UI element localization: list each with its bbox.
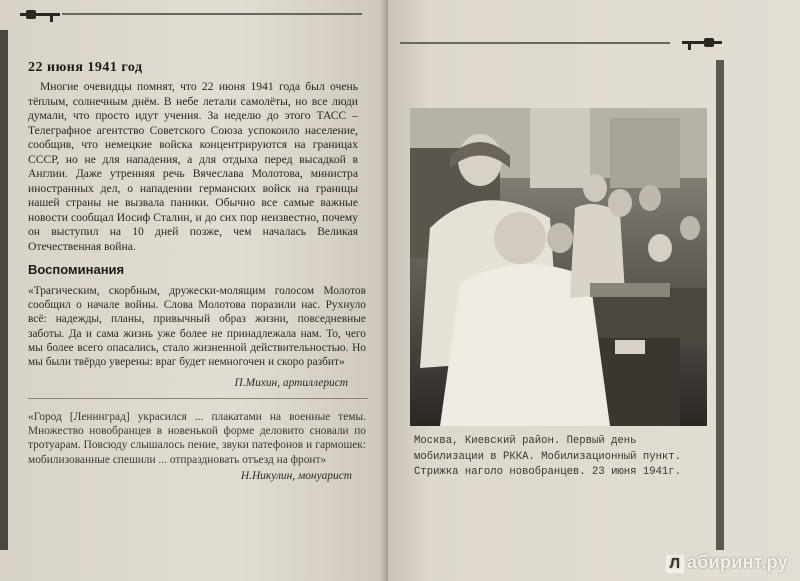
photo-barber-scene xyxy=(410,108,707,426)
quote-mikhin: «Трагическим, скорбным, дружески-молящим голосом Молотов сообщил о начале войны. Слова Молотова поразили нас. Рухнуло всё: надежды, планы, привычный образ жизни, повседневные заботы. Да и сама жизнь уже более не принадлежала нам. То, чего мы более всего опасались, стало жизненной действительностью. Но мы были твёрдо уверены: враг будет немногочен и скоро разбит» xyxy=(28,285,366,369)
left-page xyxy=(0,0,388,581)
rifle-icon xyxy=(20,8,64,22)
section-heading: 22 июня 1941 год xyxy=(28,60,143,75)
watermark-text: абиринт.ру xyxy=(686,552,788,572)
quote-nikulin: «Город [Ленинград] украсился ... плакатами на военные темы. Множество новобранцев в новенькой форме деловито сновали по тротуарам. Повсюду слышалось пение, звуки патефонов и гармошек: мобилизованные спешили ... отпраздновать отъезд на фронт» xyxy=(28,411,366,466)
site-watermark xyxy=(666,552,788,573)
rifle-icon xyxy=(678,36,722,50)
memories-heading: Воспоминания xyxy=(28,262,125,277)
archival-photo xyxy=(410,108,707,426)
quote-nikulin-author: Н.Никулин, монуарист xyxy=(240,470,352,482)
right-header-rule xyxy=(400,42,670,44)
labirint-logo-icon: Л xyxy=(666,555,684,573)
photo-caption: Москва, Киевский район. Первый день мобилизации в РККА. Мобилизационный пункт. Стрижка наголо новобранцев. 23 июня 1941г. xyxy=(414,435,682,478)
left-margin-rule xyxy=(0,30,8,550)
quote-mikhin-author: П.Михин, артиллерист xyxy=(234,377,348,389)
body-paragraph: Многие очевидцы помнят, что 22 июня 1941 года был очень тёплым, солнечным днём. В небе летали самолёты, но все люди думали, что просто идут учения. За неделю до этого ТАСС – Телеграфное агентство Советского Союза успокоило население, сообщив, что немецкие войска концентрируются на границах СССР, но не для нападения, а для отдыха перед высадкой в Англии. Даже утренняя речь Вячеслава Молотова, министра иностранных дел, о нападении германских войск на границы нашей страны не вызвала паники. Обычно все самые важные новости сообщал Иосиф Сталин, и до сих пор неизвестно, почему он выступил на 10 дней позже, чем началась Великая Отечественная война. xyxy=(28,80,358,253)
quote-divider xyxy=(28,398,368,399)
left-header-rule xyxy=(62,13,362,15)
right-margin-rule xyxy=(716,60,724,550)
